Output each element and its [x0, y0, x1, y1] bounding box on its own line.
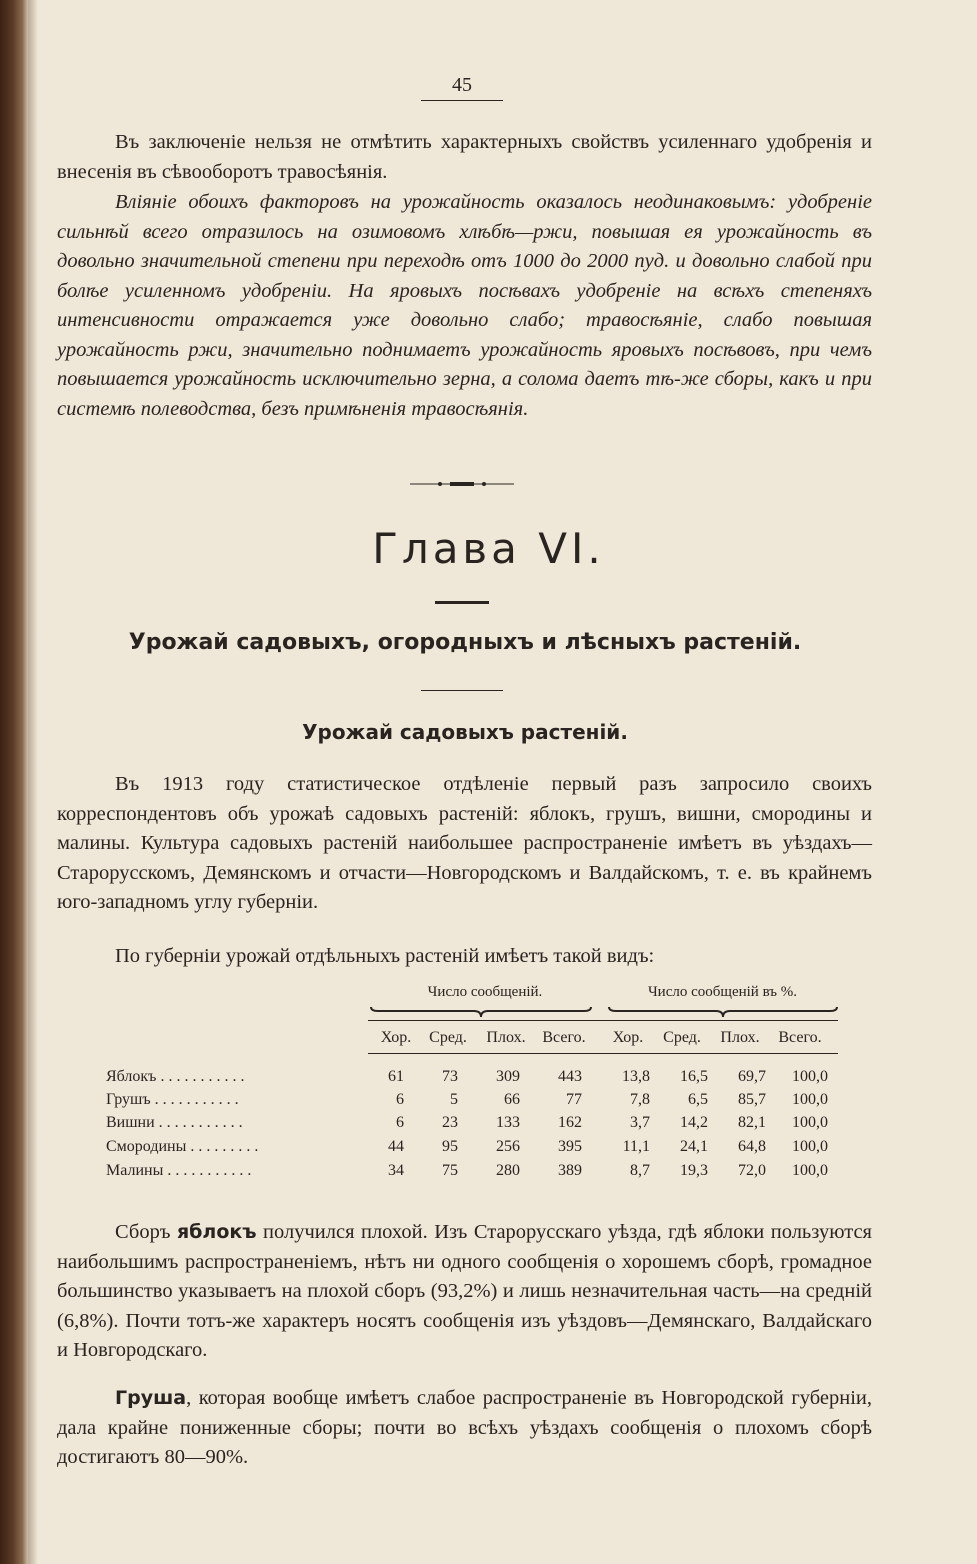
table-cell: 309	[496, 1068, 520, 1085]
table-cell: 75	[442, 1162, 458, 1179]
chapter-title: Глава VI.	[372, 524, 605, 573]
brace-percent	[608, 1006, 838, 1018]
table-cell: 100,0	[792, 1068, 828, 1085]
table-cell: 72,0	[738, 1162, 766, 1179]
table-cell: 256	[496, 1138, 520, 1155]
intro-paragraph: Въ заключеніе нельзя не отмѣтить характерныхъ свойствъ усиленнаго удобренія и внесенія въ сѣвооборотъ травосѣянія.	[57, 131, 872, 183]
table-cell: 16,5	[680, 1068, 708, 1085]
col-head-5: Хор.	[612, 1029, 644, 1046]
table-cell: 395	[558, 1138, 582, 1155]
table-cell: 7,8	[630, 1091, 650, 1108]
table-cell: 3,7	[630, 1114, 650, 1131]
table-rule-header	[368, 1053, 838, 1054]
table-row-label: Вишни . . . . . . . . . . .	[106, 1114, 243, 1131]
paragraph-apples-bold: яблокъ	[176, 1221, 257, 1243]
table-cell: 6	[396, 1114, 404, 1131]
table-cell: 280	[496, 1162, 520, 1179]
table-row-label: Яблокъ . . . . . . . . . . .	[106, 1068, 245, 1085]
col-head-2: Сред.	[429, 1029, 467, 1046]
col-head-3: Плох.	[486, 1029, 526, 1046]
subsection-title: Урожай садовыхъ растеній.	[302, 720, 628, 744]
brace-counts	[370, 1006, 592, 1018]
table-cell: 6	[396, 1091, 404, 1108]
table-cell: 44	[388, 1138, 404, 1155]
table-cell: 23	[442, 1114, 458, 1131]
paragraph-apples-lead: Сборъ	[115, 1221, 177, 1243]
table-cell: 100,0	[792, 1091, 828, 1108]
page-number: 45	[452, 74, 472, 96]
table-cell: 389	[558, 1162, 582, 1179]
section-title: Урожай садовыхъ, огородныхъ и лѣсныхъ растеній.	[128, 630, 802, 655]
table-cell: 19,3	[680, 1162, 708, 1179]
table-cell: 100,0	[792, 1138, 828, 1155]
col-head-6: Сред.	[663, 1029, 701, 1046]
table-cell: 133	[496, 1114, 520, 1131]
table-cell: 162	[558, 1114, 582, 1131]
table-cell: 13,8	[622, 1068, 650, 1085]
table-cell: 64,8	[738, 1138, 766, 1155]
table-cell: 443	[558, 1068, 582, 1085]
page-edge-shadow	[28, 0, 38, 1564]
table-cell: 14,2	[680, 1114, 708, 1131]
table-rule-top	[368, 1020, 838, 1021]
table-group-counts: Число сообщеній.	[427, 984, 543, 1000]
table-group-percent: Число сообщеній въ %.	[647, 984, 798, 1000]
col-head-4: Всего.	[542, 1029, 586, 1046]
table-cell: 100,0	[792, 1162, 828, 1179]
table-cell: 73	[442, 1068, 458, 1085]
table-cell: 77	[566, 1091, 582, 1108]
table-cell: 66	[504, 1091, 520, 1108]
table-cell: 82,1	[738, 1114, 766, 1131]
table-cell: 5	[450, 1091, 458, 1108]
table-cell: 95	[442, 1138, 458, 1155]
table-cell: 100,0	[792, 1114, 828, 1131]
table-row-label: Малины . . . . . . . . . . .	[106, 1162, 252, 1179]
table-cell: 11,1	[622, 1138, 650, 1155]
paragraph-apples-text: получился плохой. Изъ Старорусскаго уѣзда, гдѣ яблоки пользуются наибольшимъ распространеніемъ, нѣтъ ни одного сообщенія о хорошемъ сборѣ, громадное большинство указываетъ на плохой сборъ (93,2%) и лишь незначительная часть—на средній (6,8%). Почти тотъ-же характеръ носятъ сообщенія изъ уѣздовъ—Демянскаго, Валдайскаго и Новгородскаго.	[57, 1221, 872, 1361]
table-cell: 69,7	[738, 1068, 766, 1085]
table-intro: По губерніи урожай отдѣльныхъ растеній имѣетъ такой видъ:	[115, 945, 655, 967]
page-number-rule	[421, 100, 503, 101]
section-rule	[421, 690, 503, 691]
paragraph-pears	[57, 1384, 872, 1473]
section-ornament	[410, 477, 514, 491]
table-cell: 85,7	[738, 1091, 766, 1108]
table-cell: 8,7	[630, 1162, 650, 1179]
italic-paragraph: Вліяніе обоихъ факторовъ на урожайность оказалось неодинаковымъ: удобреніе сильнѣй всего отразилось на озимовомъ хлѣбѣ—ржи, повышая ея урожайность въ довольно значительной степени при переходѣ отъ 1000 до 2000 пуд. и довольно слабой при болѣе усиленномъ удобреніи. На яровыхъ посѣвахъ удобреніе на всѣхъ степеняхъ интенсивности отражается уже довольно слабо; травосѣяніе, слабо повышая урожайность ржи, значительно поднимаетъ урожайность яровыхъ посѣвовъ, при чемъ повышается урожайность исключительно зерна, а солома даетъ тѣ-же сборы, какъ и при системѣ полеводства, безъ примѣненія травосѣянія.	[57, 191, 872, 420]
col-head-7: Плох.	[720, 1029, 760, 1046]
chapter-rule	[435, 601, 489, 604]
table-cell: 34	[388, 1162, 404, 1179]
table-cell: 6,5	[688, 1091, 708, 1108]
paragraph-pears-text: , которая вообще имѣетъ слабое распространеніе въ Новгородской губерніи, дала крайне пониженные сборы; почти во всѣхъ уѣздахъ сообщенія о плохомъ сборѣ достигаютъ 80—90%.	[57, 1387, 872, 1468]
paragraph-apples	[57, 1218, 872, 1366]
col-head-8: Всего.	[778, 1029, 822, 1046]
table-cell: 24,1	[680, 1138, 708, 1155]
paragraph-pears-bold: Груша	[115, 1387, 187, 1409]
book-spine	[0, 0, 28, 1564]
table-cell: 61	[388, 1068, 404, 1085]
table-row-label: Смородины . . . . . . . . .	[106, 1138, 259, 1155]
col-head-1: Хор.	[380, 1029, 412, 1046]
paragraph-gardens: Въ 1913 году статистическое отдѣленіе первый разъ запросило своихъ корреспондентовъ объ урожаѣ садовыхъ растеній: яблокъ, грушъ, вишни, смородины и малины. Культура садовыхъ растеній наибольшее распространеніе имѣетъ въ уѣздахъ—Старорусскомъ, Демянскомъ и отчасти—Новгородскомъ и Валдайскомъ, т. е. въ крайнемъ юго-западномъ углу губерніи.	[57, 773, 872, 913]
table-row-label: Грушъ . . . . . . . . . . .	[106, 1091, 239, 1108]
